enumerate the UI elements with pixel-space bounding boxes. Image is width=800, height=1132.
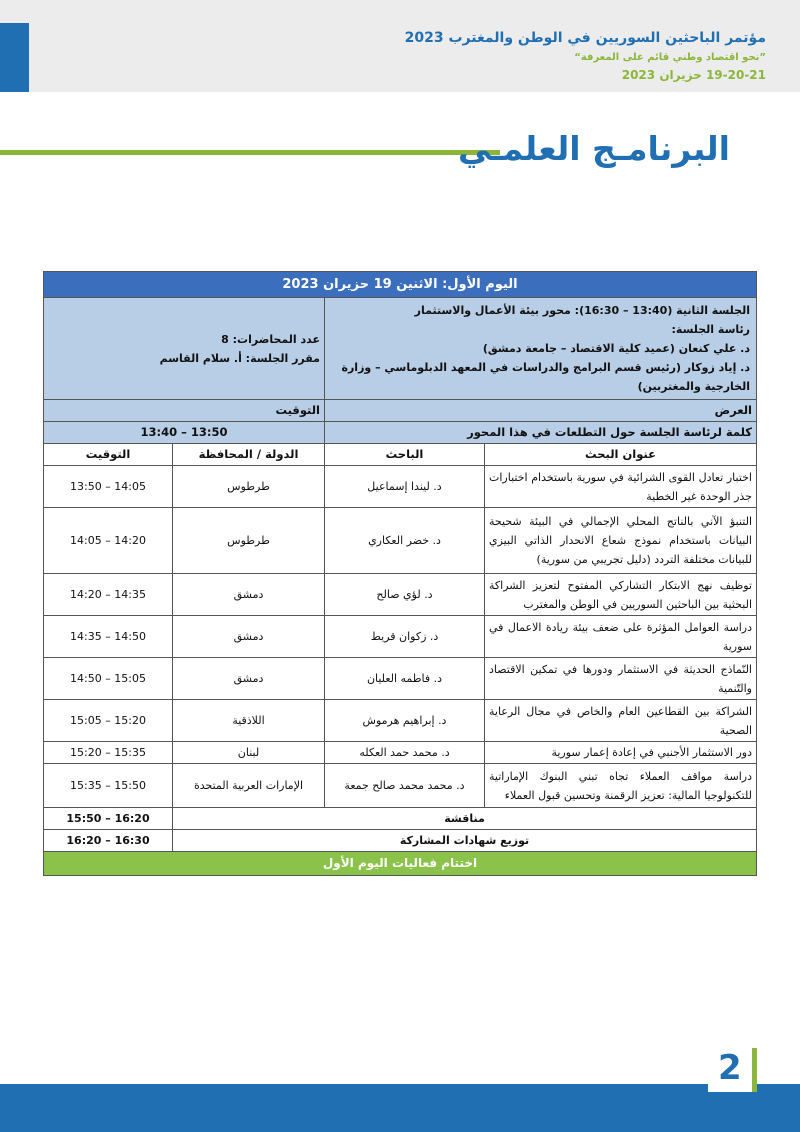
researcher-name: د. زكوان قريط bbox=[325, 616, 485, 658]
column-location: الدولة / المحافظة bbox=[173, 444, 325, 466]
researcher-name: د. إبراهيم هرموش bbox=[325, 700, 485, 742]
research-title: دور الاستثمار الأجنبي في إعادة إعمار سورية bbox=[485, 742, 757, 764]
conference-slogan: ”نحو اقتصاد وطني قائم على المعرفة“ bbox=[574, 52, 766, 63]
table-row bbox=[44, 742, 757, 764]
research-title: دراسة العوامل المؤثرة على ضعف بيئة ريادة الاعمال في سورية bbox=[485, 616, 757, 658]
time-slot: 15:20 – 15:35 bbox=[44, 742, 173, 764]
research-title: التنبؤ الآني بالناتج المحلي الإجمالي في البيئة شحيحة البيانات باستخدام نموذج شعاع الانحدار الذاتي البيزي للبيانات مختلفة التردد (دليل تجريبي من سورية) bbox=[485, 508, 757, 574]
table-row bbox=[44, 658, 757, 700]
presentation-label: العرض bbox=[325, 400, 757, 422]
certificates-row bbox=[44, 830, 757, 852]
page-number: 2 bbox=[718, 1048, 742, 1088]
session-chair-2: د. إياد زوكار (رئيس قسم البرامج والدراسات في المعهد الدبلوماسي – وزارة الخارجية والمغتربين) bbox=[341, 361, 750, 393]
session-chair-1: د. علي كنعان (عميد كلية الاقتصاد – جامعة دمشق) bbox=[482, 342, 750, 355]
header-accent-stripe bbox=[0, 23, 29, 92]
presentation-header-row bbox=[44, 400, 757, 422]
discussion-label: مناقشة bbox=[173, 808, 757, 830]
location: دمشق bbox=[173, 616, 325, 658]
location: لبنان bbox=[173, 742, 325, 764]
researcher-name: د. خضر العكاري bbox=[325, 508, 485, 574]
researcher-name: د. لؤي صالح bbox=[325, 574, 485, 616]
lectures-count: عدد المحاضرات: 8 bbox=[221, 332, 320, 346]
column-header-row bbox=[44, 444, 757, 466]
location: دمشق bbox=[173, 658, 325, 700]
time-slot: 13:50 – 14:05 bbox=[44, 466, 173, 508]
table-row bbox=[44, 508, 757, 574]
footer-band bbox=[0, 1084, 800, 1132]
table-row bbox=[44, 764, 757, 808]
conference-header bbox=[405, 28, 766, 84]
column-time: التوقيت bbox=[44, 444, 173, 466]
research-title: اختبار تعادل القوى الشرائية في سورية باستخدام اختبارات جذر الوحدة غير الخطية bbox=[485, 466, 757, 508]
table-row bbox=[44, 616, 757, 658]
researcher-name: د. فاطمه العليان bbox=[325, 658, 485, 700]
day-title: اليوم الأول: الاثنين 19 حزيران 2023 bbox=[44, 272, 757, 298]
session-details bbox=[325, 298, 757, 400]
location: طرطوس bbox=[173, 466, 325, 508]
time-slot: 15:05 – 15:20 bbox=[44, 700, 173, 742]
time-slot: 14:50 – 15:05 bbox=[44, 658, 173, 700]
opening-time: 13:40 – 13:50 bbox=[44, 422, 325, 444]
timing-label: التوقيت bbox=[44, 400, 325, 422]
table-row bbox=[44, 466, 757, 508]
conference-name: مؤتمر الباحثين السوريين في الوطن والمغترب 2023 bbox=[404, 30, 766, 46]
time-slot: 14:35 – 14:50 bbox=[44, 616, 173, 658]
research-title: الشراكة بين القطاعين العام والخاص في مجال الرعاية الصحية bbox=[485, 700, 757, 742]
session-title: الجلسة الثانية (13:40 – 16:30): محور بيئة الأعمال والاستثمار bbox=[414, 304, 750, 317]
researcher-name: د. محمد حمد العكله bbox=[325, 742, 485, 764]
session-meta bbox=[44, 298, 325, 400]
opening-text: كلمة لرئاسة الجلسة حول التطلعات في هذا المحور bbox=[325, 422, 757, 444]
page-number-accent-bar bbox=[752, 1048, 757, 1092]
certificates-label: توزيع شهادات المشاركة bbox=[173, 830, 757, 852]
researcher-name: د. محمد محمد صالح جمعة bbox=[325, 764, 485, 808]
opening-row bbox=[44, 422, 757, 444]
certificates-time: 16:20 – 16:30 bbox=[44, 830, 173, 852]
table-row bbox=[44, 574, 757, 616]
discussion-time: 15:50 – 16:20 bbox=[44, 808, 173, 830]
location: الإمارات العربية المتحدة bbox=[173, 764, 325, 808]
research-title: توظيف نهج الابتكار التشاركي المفتوح لتعزيز الشراكة البحثية بين الباحثين السوريين في الوطن والمغترب bbox=[485, 574, 757, 616]
time-slot: 14:05 – 14:20 bbox=[44, 508, 173, 574]
title-underline-bar bbox=[0, 150, 500, 155]
session-chair-label: رئاسة الجلسة: bbox=[671, 323, 750, 336]
researcher-name: د. ليندا إسماعيل bbox=[325, 466, 485, 508]
location: طرطوس bbox=[173, 508, 325, 574]
location: دمشق bbox=[173, 574, 325, 616]
discussion-row bbox=[44, 808, 757, 830]
table-row bbox=[44, 700, 757, 742]
location: اللاذقية bbox=[173, 700, 325, 742]
column-title: عنوان البحث bbox=[485, 444, 757, 466]
time-slot: 15:35 – 15:50 bbox=[44, 764, 173, 808]
closing-row bbox=[44, 852, 757, 876]
column-researcher: الباحث bbox=[325, 444, 485, 466]
program-table bbox=[43, 271, 757, 876]
day-title-row bbox=[44, 272, 757, 298]
closing-text: اختتام فعاليات اليوم الأول bbox=[44, 852, 757, 876]
session-rapporteur: مقرر الجلسة: أ. سلام القاسم bbox=[159, 351, 320, 365]
session-info-row bbox=[44, 298, 757, 400]
conference-dates: 19-20-21 حزيران 2023 bbox=[621, 68, 766, 82]
research-title: دراسة مواقف العملاء تجاه تبني البنوك الإماراتية للتكنولوجيا المالية: تعزيز الرقمنة وتحسين قبول العملاء bbox=[485, 764, 757, 808]
time-slot: 14:20 – 14:35 bbox=[44, 574, 173, 616]
research-title: النّماذج الحديثة في الاستثمار ودورها في تمكين الاقتصاد والتّنمية bbox=[485, 658, 757, 700]
page-title: البرنامـج العلمـي bbox=[457, 129, 730, 168]
